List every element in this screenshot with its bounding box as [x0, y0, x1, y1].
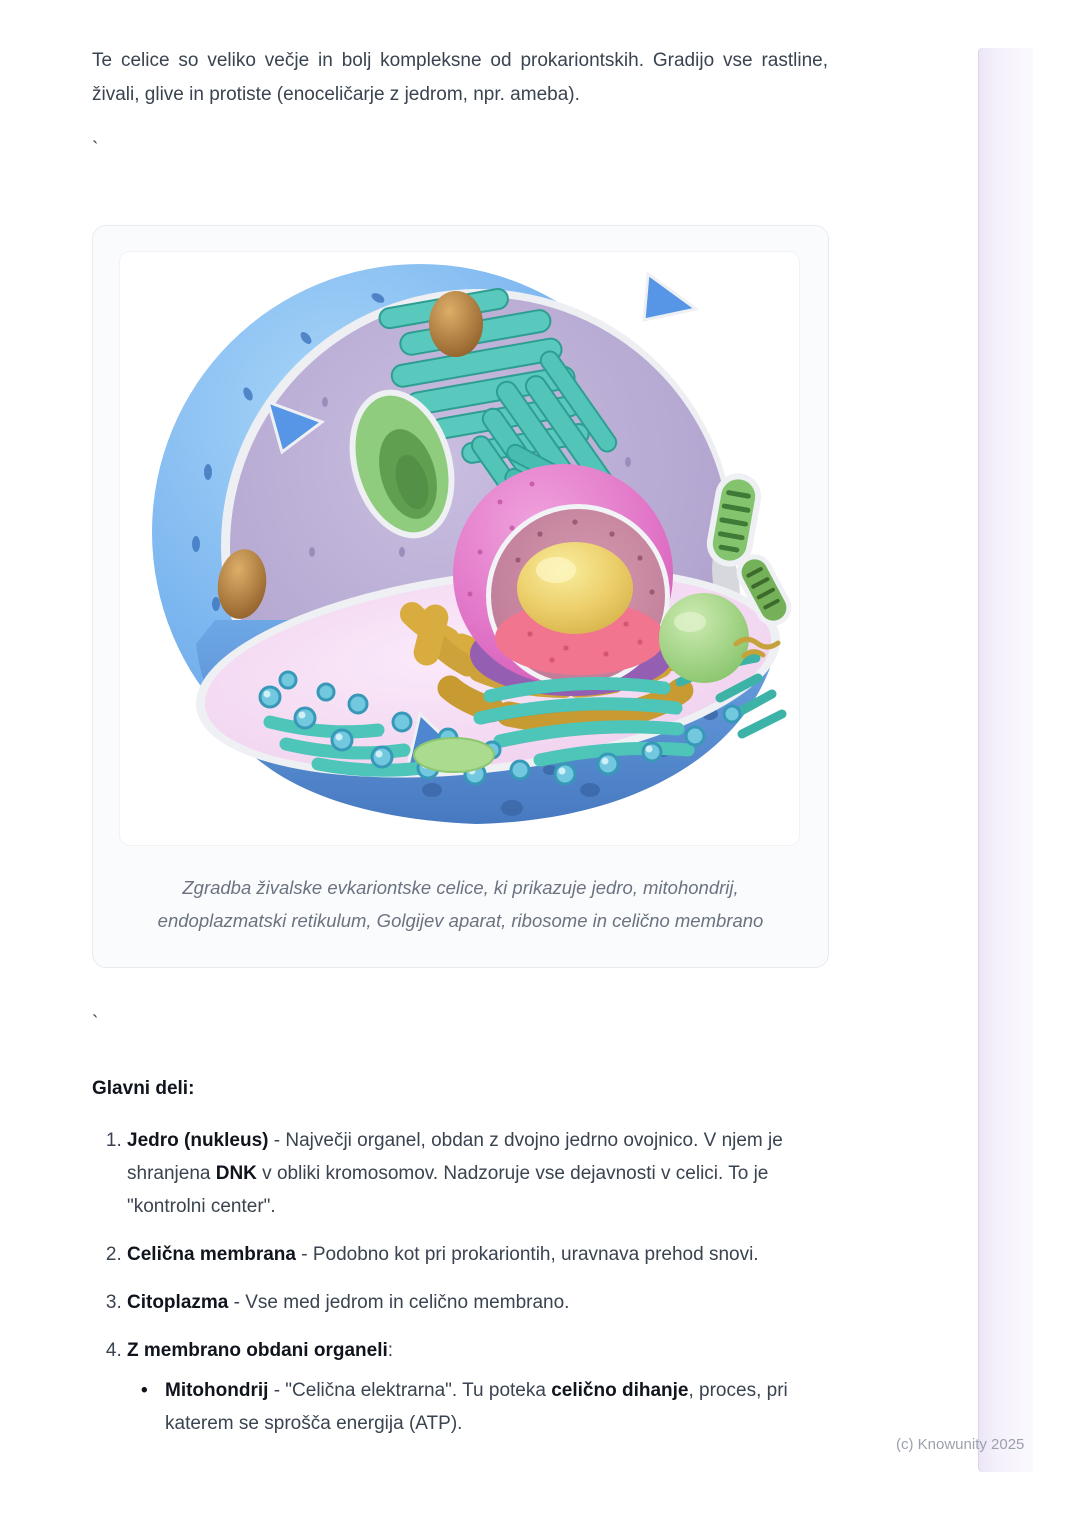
stray-backtick-top: `	[92, 139, 99, 160]
list-item: 4. Z membrano obdani organeli: • Mitohondrij - "Celična elektrarna". Tu poteka celično dihanje, proces, pri katerem se sprošča energija (ATP).	[127, 1334, 827, 1440]
figure-caption: Zgradba živalske evkariontske celice, ki prikazuje jedro, mitohondrij, endoplazmatski retikulum, Golgijev aparat, ribosome in celično membrano	[157, 877, 764, 931]
list-item: 3. Citoplazma - Vse med jedrom in celično membrano.	[127, 1286, 827, 1319]
sub-list	[127, 1374, 827, 1440]
figure-card	[92, 225, 829, 968]
main-parts-list	[92, 1124, 827, 1455]
copyright-watermark: (c) Knowunity 2025	[896, 1436, 1025, 1453]
intro-paragraph: Te celice so veliko večje in bolj kompleksne od prokariontskih. Gradijo vse rastline, živali, glive in protiste (enoceličarje z jedrom, npr. ameba).	[92, 50, 828, 105]
stray-backtick-bottom: `	[92, 1013, 99, 1034]
nucleolus	[517, 542, 633, 634]
cell-illustration	[120, 252, 799, 845]
cell-diagram-image	[120, 252, 799, 845]
list-item: 1. Jedro (nukleus) - Največji organel, obdan z dvojno jedrno ovojnico. V njem je shranjena DNK v obliki kromosomov. Nadzoruje vse dejavnosti v celici. To je "kontrolni center".	[127, 1124, 827, 1223]
nucleus	[453, 464, 674, 696]
list-item: 2. Celična membrana - Podobno kot pri prokariontih, uravnava prehod snovi.	[127, 1238, 827, 1271]
membrane-notch-icon	[644, 274, 696, 320]
scrollbar-strip[interactable]	[978, 48, 1033, 1472]
sub-list-item: • Mitohondrij - "Celična elektrarna". Tu poteka celično dihanje, proces, pri katerem se sprošča energija (ATP).	[141, 1374, 827, 1440]
section-heading: Glavni deli:	[92, 1078, 195, 1099]
